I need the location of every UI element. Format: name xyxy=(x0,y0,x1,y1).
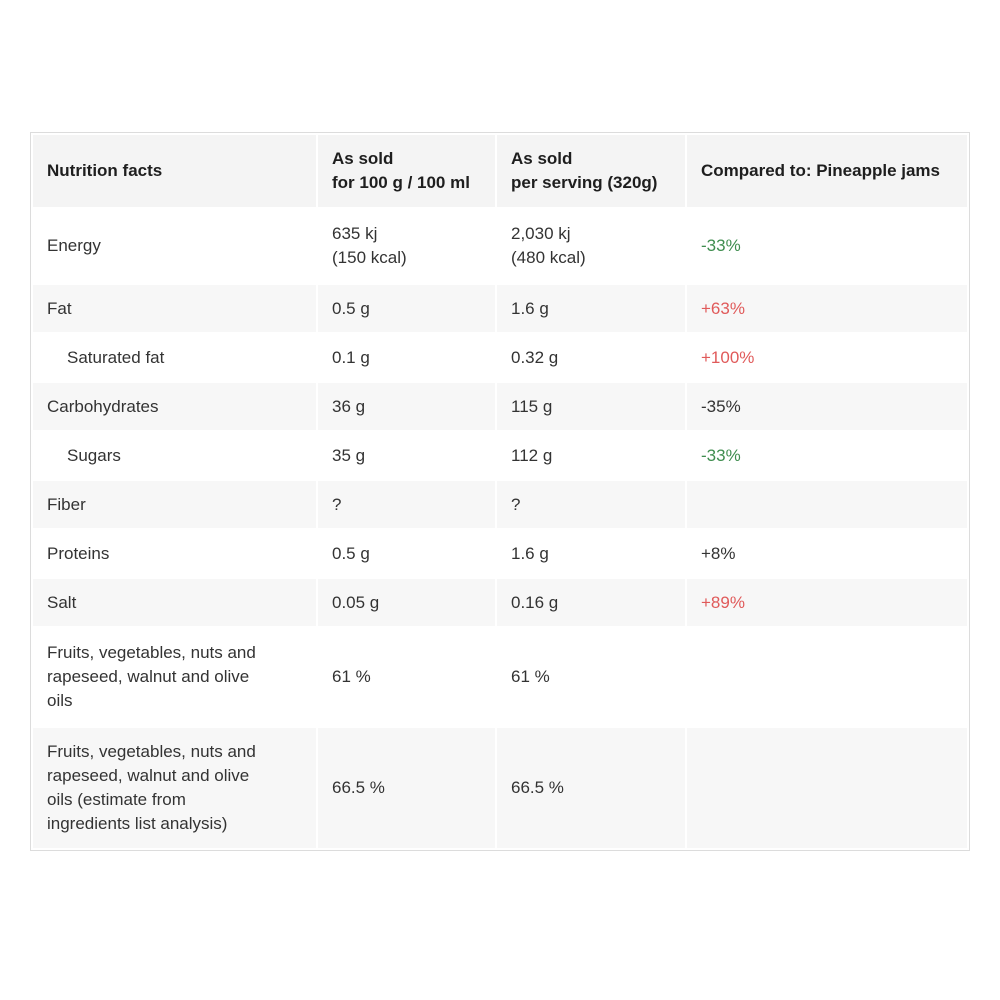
nutrient-name: Proteins xyxy=(33,530,316,577)
comparison-value: +8% xyxy=(687,530,967,577)
nutrient-name: Fat xyxy=(33,285,316,332)
comparison-value: +89% xyxy=(687,579,967,626)
header-per-serving xyxy=(497,135,685,207)
table-row-sugars xyxy=(33,432,967,479)
nutrient-name-line1: Fruits, vegetables, nuts and xyxy=(47,643,256,662)
table-row-fat xyxy=(33,285,967,332)
nutrient-name-line1: Fruits, vegetables, nuts and xyxy=(47,742,256,761)
per-serving-value: 112 g xyxy=(497,432,685,479)
header-per-100g-line1: As sold xyxy=(332,149,394,168)
per-serving-value: 0.16 g xyxy=(497,579,685,626)
per-100g-value: 36 g xyxy=(318,383,495,430)
header-nutrition-facts: Nutrition facts xyxy=(33,135,316,207)
per-serving-value: 115 g xyxy=(497,383,685,430)
nutrient-name: Salt xyxy=(33,579,316,626)
comparison-value xyxy=(687,628,967,726)
table-row-carbohydrates xyxy=(33,383,967,430)
nutrient-name: Sugars xyxy=(33,432,316,479)
nutrient-name-line2: rapeseed, walnut and olive xyxy=(47,667,250,686)
per-serving-kj: 2,030 kj xyxy=(511,224,571,243)
nutrient-name xyxy=(33,728,316,848)
per-serving-value: ? xyxy=(497,481,685,528)
per-100g-value: 0.5 g xyxy=(318,285,495,332)
comparison-value: -33% xyxy=(687,209,967,283)
table-row-fiber xyxy=(33,481,967,528)
per-100g-value: 61 % xyxy=(318,628,495,726)
per-serving-value: 1.6 g xyxy=(497,285,685,332)
header-row xyxy=(33,135,967,207)
comparison-value: +100% xyxy=(687,334,967,381)
header-per-100g-line2: for 100 g / 100 ml xyxy=(332,173,470,192)
comparison-value xyxy=(687,481,967,528)
per-serving-value xyxy=(497,209,685,283)
nutrient-name: Fiber xyxy=(33,481,316,528)
nutrient-name: Carbohydrates xyxy=(33,383,316,430)
per-100g-value: 0.1 g xyxy=(318,334,495,381)
header-per-serving-line2: per serving (320g) xyxy=(511,173,658,192)
table-row-proteins xyxy=(33,530,967,577)
table-row-salt xyxy=(33,579,967,626)
per-serving-value: 61 % xyxy=(497,628,685,726)
table-row-fruits-vegetables-estimate xyxy=(33,728,967,848)
per-100g-kcal: (150 kcal) xyxy=(332,248,407,267)
comparison-value: -33% xyxy=(687,432,967,479)
header-compared-to: Compared to: Pineapple jams xyxy=(687,135,967,207)
per-serving-value: 1.6 g xyxy=(497,530,685,577)
nutrition-table xyxy=(31,133,969,850)
nutrient-name-line4: ingredients list analysis) xyxy=(47,814,228,833)
per-100g-value: 66.5 % xyxy=(318,728,495,848)
per-100g-value: 0.05 g xyxy=(318,579,495,626)
per-100g-value: 0.5 g xyxy=(318,530,495,577)
per-100g-value xyxy=(318,209,495,283)
header-per-serving-line1: As sold xyxy=(511,149,573,168)
table-row-energy xyxy=(33,209,967,283)
per-100g-value: ? xyxy=(318,481,495,528)
comparison-value xyxy=(687,728,967,848)
nutrient-name-line3: oils (estimate from xyxy=(47,790,186,809)
nutrient-name xyxy=(33,628,316,726)
nutrition-table-container xyxy=(30,132,970,851)
comparison-value: -35% xyxy=(687,383,967,430)
per-100g-kj: 635 kj xyxy=(332,224,378,243)
nutrient-name-line3: oils xyxy=(47,691,73,710)
per-serving-value: 66.5 % xyxy=(497,728,685,848)
per-serving-kcal: (480 kcal) xyxy=(511,248,586,267)
table-row-fruits-vegetables xyxy=(33,628,967,726)
per-serving-value: 0.32 g xyxy=(497,334,685,381)
comparison-value: +63% xyxy=(687,285,967,332)
table-row-saturated-fat xyxy=(33,334,967,381)
header-per-100g xyxy=(318,135,495,207)
nutrient-name: Energy xyxy=(33,209,316,283)
nutrient-name-line2: rapeseed, walnut and olive xyxy=(47,766,250,785)
nutrient-name: Saturated fat xyxy=(33,334,316,381)
per-100g-value: 35 g xyxy=(318,432,495,479)
